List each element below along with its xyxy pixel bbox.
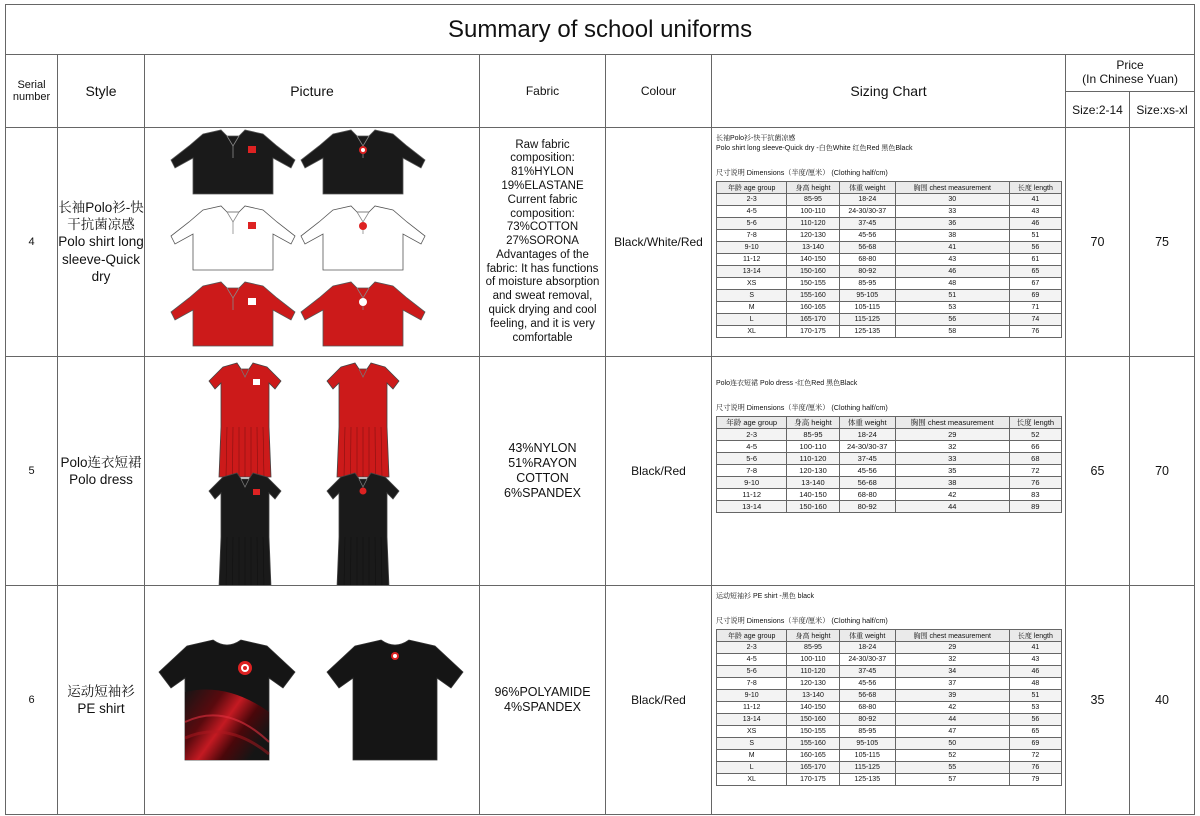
dress-red-front: [209, 363, 281, 477]
size-table-cell: 57: [895, 774, 1009, 786]
size-table-row: [717, 314, 1062, 326]
size-table-row: [717, 774, 1062, 786]
size-table-cell: 120-130: [787, 678, 839, 690]
size-table-cell: 4-5: [717, 441, 787, 453]
size-table-row: [717, 714, 1062, 726]
size-table-cell: 69: [1009, 290, 1061, 302]
header-fabric: Fabric: [480, 55, 606, 128]
price-kids: 70: [1066, 128, 1130, 357]
size-table-cell: 68: [1009, 453, 1061, 465]
size-table-cell: 46: [1009, 666, 1061, 678]
sizing-dimensions: 尺寸说明 Dimensions（半度/厘米） (Clothing half/cm): [716, 616, 888, 625]
price-kids: 35: [1066, 586, 1130, 815]
size-table-cell: 160-165: [787, 302, 839, 314]
size-table-col-header: 体重 weight: [839, 630, 895, 642]
size-table-cell: 150-155: [787, 726, 839, 738]
size-table-cell: 100-110: [787, 206, 839, 218]
size-table-row: [717, 678, 1062, 690]
size-table-cell: 110-120: [787, 666, 839, 678]
size-table-row: [717, 290, 1062, 302]
uniform-summary-table: [5, 4, 1195, 815]
size-table-col-header: 长度 length: [1009, 417, 1061, 429]
size-table-cell: 155-160: [787, 738, 839, 750]
size-table-row: [717, 465, 1062, 477]
size-table-row: [717, 489, 1062, 501]
size-table-cell: 56-68: [839, 242, 895, 254]
size-table-row: [717, 477, 1062, 489]
sizing-dimensions: 尺寸说明 Dimensions（半度/厘米） (Clothing half/cm): [716, 168, 888, 177]
size-table-cell: 165-170: [787, 314, 839, 326]
size-table-cell: 71: [1009, 302, 1061, 314]
size-table-cell: 68-80: [839, 489, 895, 501]
size-table-cell: 13-14: [717, 266, 787, 278]
size-table-cell: 80-92: [839, 501, 895, 513]
size-table-row: [717, 654, 1062, 666]
size-table-cell: 58: [895, 326, 1009, 338]
size-table-cell: 120-130: [787, 465, 839, 477]
size-table-cell: 51: [1009, 230, 1061, 242]
size-table-cell: 37-45: [839, 453, 895, 465]
size-table-cell: 5-6: [717, 453, 787, 465]
sizing-chart: [712, 586, 1066, 815]
size-table-cell: 13-140: [787, 242, 839, 254]
size-table-cell: 13-140: [787, 690, 839, 702]
size-table-cell: 41: [895, 242, 1009, 254]
size-table-cell: 76: [1009, 477, 1061, 489]
size-table-row: [717, 666, 1062, 678]
size-table-cell: 33: [895, 206, 1009, 218]
size-table-cell: 85-95: [787, 642, 839, 654]
price-adult: 70: [1130, 357, 1195, 586]
size-table-col-header: 胸围 chest measurement: [895, 417, 1009, 429]
size-table-cell: 13-14: [717, 501, 787, 513]
size-table-cell: 13-140: [787, 477, 839, 489]
size-table-row: [717, 326, 1062, 338]
header-price: Price (In Chinese Yuan): [1066, 55, 1195, 92]
size-table-cell: 11-12: [717, 702, 787, 714]
size-table-col-header: 长度 length: [1009, 182, 1061, 194]
size-table-cell: 38: [895, 477, 1009, 489]
size-table-row: [717, 266, 1062, 278]
size-table-cell: 170-175: [787, 326, 839, 338]
size-table-cell: 67: [1009, 278, 1061, 290]
size-table-header: [717, 182, 1062, 194]
header-picture: Picture: [145, 55, 480, 128]
size-table-cell: 105-115: [839, 302, 895, 314]
size-table-cell: 5-6: [717, 218, 787, 230]
size-table-cell: 46: [1009, 218, 1061, 230]
size-table-col-header: 年龄 age group: [717, 417, 787, 429]
size-table-col-header: 胸围 chest measurement: [895, 630, 1009, 642]
size-table-cell: 32: [895, 654, 1009, 666]
size-table-cell: 100-110: [787, 441, 839, 453]
size-table-cell: XL: [717, 774, 787, 786]
uniform-row: [6, 128, 1195, 357]
size-table-row: [717, 429, 1062, 441]
size-table-cell: 45-56: [839, 230, 895, 242]
colour-text: Black/Red: [606, 586, 712, 815]
size-table-col-header: 体重 weight: [839, 417, 895, 429]
size-table-cell: 44: [895, 714, 1009, 726]
size-table-row: [717, 194, 1062, 206]
price-kids: 65: [1066, 357, 1130, 586]
size-table-cell: 80-92: [839, 266, 895, 278]
size-table-cell: 2-3: [717, 194, 787, 206]
picture-cell: [145, 128, 480, 357]
size-table-row: [717, 441, 1062, 453]
size-table-cell: 29: [895, 642, 1009, 654]
size-table-cell: 39: [895, 690, 1009, 702]
dress-black-front: [209, 473, 281, 585]
size-table-cell: 85-95: [839, 278, 895, 290]
size-table-cell: 36: [895, 218, 1009, 230]
size-table-cell: 110-120: [787, 453, 839, 465]
page-title: Summary of school uniforms: [6, 5, 1195, 55]
size-table-cell: 7-8: [717, 230, 787, 242]
size-table-cell: 18-24: [839, 429, 895, 441]
picture-cell: [145, 586, 480, 815]
sizing-title: 运动短袖衫 PE shirt -黑色 black: [716, 593, 815, 600]
size-table-cell: 80-92: [839, 714, 895, 726]
size-table-header: [717, 417, 1062, 429]
size-table-cell: 52: [1009, 429, 1061, 441]
size-table-cell: 48: [1009, 678, 1061, 690]
polo-black-back: [301, 130, 425, 194]
sizing-chart: [712, 128, 1066, 357]
size-table-row: [717, 501, 1062, 513]
size-table-cell: 41: [1009, 194, 1061, 206]
dress-black-back: [327, 473, 399, 585]
size-table-cell: 34: [895, 666, 1009, 678]
size-table-row: [717, 206, 1062, 218]
style-name: Polo连衣短裙 Polo dress: [58, 357, 145, 586]
pe-shirt-front: [159, 640, 295, 760]
size-table-cell: 155-160: [787, 290, 839, 302]
size-table-cell: 51: [895, 290, 1009, 302]
dress-red-back: [327, 363, 399, 477]
size-table-row: [717, 242, 1062, 254]
size-table-col-header: 长度 length: [1009, 630, 1061, 642]
fabric-text: Raw fabric composition: 81%HYLON 19%ELASTANE Current fabric composition: 73%COTTON 27%SORONA Advantages of the fabric: It has functions of moisture absorption and sweat removal, quick drying and cool feeling, and it is very comfortable: [480, 128, 606, 357]
size-table-cell: 105-115: [839, 750, 895, 762]
size-table-col-header: 身高 height: [787, 417, 839, 429]
size-table-cell: 61: [1009, 254, 1061, 266]
size-table-cell: 74: [1009, 314, 1061, 326]
size-table-cell: 56-68: [839, 477, 895, 489]
size-table-cell: 150-160: [787, 266, 839, 278]
size-table-cell: S: [717, 738, 787, 750]
size-table-cell: 30: [895, 194, 1009, 206]
size-table-cell: 95-105: [839, 290, 895, 302]
size-table-cell: 65: [1009, 266, 1061, 278]
size-table-cell: 24-30/30-37: [839, 206, 895, 218]
size-table-cell: XL: [717, 326, 787, 338]
size-table: [716, 416, 1062, 513]
size-table-col-header: 年龄 age group: [717, 182, 787, 194]
size-table-cell: 9-10: [717, 477, 787, 489]
size-table-cell: 115-125: [839, 762, 895, 774]
size-table-row: [717, 218, 1062, 230]
header-price-kids: Size:2-14: [1066, 92, 1130, 128]
size-table-cell: 53: [895, 302, 1009, 314]
size-table-cell: 100-110: [787, 654, 839, 666]
header-serial: Serial number: [6, 55, 58, 128]
size-table-col-header: 身高 height: [787, 182, 839, 194]
size-table-row: [717, 750, 1062, 762]
size-table-cell: 9-10: [717, 242, 787, 254]
serial-number: 4: [6, 128, 58, 357]
size-table-cell: 83: [1009, 489, 1061, 501]
polo-white-front: [171, 206, 295, 270]
polo-white-back: [301, 206, 425, 270]
size-table-cell: 85-95: [787, 429, 839, 441]
style-name: 运动短袖衫 PE shirt: [58, 586, 145, 815]
size-table-cell: 56-68: [839, 690, 895, 702]
picture-cell: [145, 357, 480, 586]
size-table-cell: 42: [895, 702, 1009, 714]
size-table-cell: 56: [1009, 242, 1061, 254]
size-table-cell: 4-5: [717, 654, 787, 666]
size-table-cell: 165-170: [787, 762, 839, 774]
serial-number: 5: [6, 357, 58, 586]
header-style: Style: [58, 55, 145, 128]
polo-black-front: [171, 130, 295, 194]
sizing-title: 长袖Polo衫-快干抗菌凉感 Polo shirt long sleeve-Quick dry -白色White 红色Red 黑色Black: [716, 135, 913, 152]
size-table-cell: 37: [895, 678, 1009, 690]
size-table-row: [717, 230, 1062, 242]
size-table-cell: 160-165: [787, 750, 839, 762]
size-table-row: [717, 254, 1062, 266]
size-table-cell: 72: [1009, 750, 1061, 762]
size-table-cell: 18-24: [839, 642, 895, 654]
size-table-cell: 46: [895, 266, 1009, 278]
size-table-cell: 110-120: [787, 218, 839, 230]
fabric-text: 43%NYLON 51%RAYON COTTON 6%SPANDEX: [480, 357, 606, 586]
size-table-cell: 32: [895, 441, 1009, 453]
size-table-row: [717, 738, 1062, 750]
header-price-adult: Size:xs-xl: [1130, 92, 1195, 128]
size-table-cell: 13-14: [717, 714, 787, 726]
size-table-cell: 2-3: [717, 429, 787, 441]
style-name: 长袖Polo衫-快干抗菌凉感 Polo shirt long sleeve-Quick dry: [58, 128, 145, 357]
size-table-cell: 69: [1009, 738, 1061, 750]
size-table-cell: 68-80: [839, 702, 895, 714]
size-table-cell: 37-45: [839, 218, 895, 230]
size-table: [716, 181, 1062, 338]
size-table-cell: 43: [895, 254, 1009, 266]
size-table-col-header: 身高 height: [787, 630, 839, 642]
size-table-cell: 44: [895, 501, 1009, 513]
size-table-cell: 24-30/30-37: [839, 654, 895, 666]
size-table-cell: 68-80: [839, 254, 895, 266]
size-table-cell: 72: [1009, 465, 1061, 477]
size-table-cell: 42: [895, 489, 1009, 501]
size-table-cell: 52: [895, 750, 1009, 762]
size-table-row: [717, 453, 1062, 465]
size-table-cell: 5-6: [717, 666, 787, 678]
size-table-cell: 43: [1009, 654, 1061, 666]
size-table-cell: 2-3: [717, 642, 787, 654]
size-table-cell: 38: [895, 230, 1009, 242]
size-table-cell: 11-12: [717, 489, 787, 501]
size-table-cell: 125-135: [839, 326, 895, 338]
size-table-col-header: 体重 weight: [839, 182, 895, 194]
size-table-cell: L: [717, 314, 787, 326]
size-table-cell: 55: [895, 762, 1009, 774]
size-table-cell: 150-160: [787, 501, 839, 513]
size-table-cell: 33: [895, 453, 1009, 465]
size-table-cell: 24-30/30-37: [839, 441, 895, 453]
size-table-cell: 51: [1009, 690, 1061, 702]
size-table-cell: XS: [717, 726, 787, 738]
size-table-cell: 79: [1009, 774, 1061, 786]
size-table-cell: 65: [1009, 726, 1061, 738]
pe-shirt-image: [145, 586, 480, 814]
size-table-cell: XS: [717, 278, 787, 290]
size-table-cell: M: [717, 750, 787, 762]
serial-number: 6: [6, 586, 58, 815]
size-table-cell: 7-8: [717, 465, 787, 477]
size-table-cell: 35: [895, 465, 1009, 477]
size-table-cell: 85-95: [839, 726, 895, 738]
size-table-row: [717, 278, 1062, 290]
size-table-cell: 41: [1009, 642, 1061, 654]
size-table-cell: 45-56: [839, 465, 895, 477]
size-table-cell: 89: [1009, 501, 1061, 513]
size-table-cell: 95-105: [839, 738, 895, 750]
size-table-cell: 120-130: [787, 230, 839, 242]
size-table-cell: 50: [895, 738, 1009, 750]
size-table-cell: M: [717, 302, 787, 314]
size-table-cell: 76: [1009, 326, 1061, 338]
size-table-cell: 66: [1009, 441, 1061, 453]
colour-text: Black/Red: [606, 357, 712, 586]
sizing-chart: [712, 357, 1066, 586]
price-adult: 75: [1130, 128, 1195, 357]
size-table-cell: 47: [895, 726, 1009, 738]
size-table-row: [717, 726, 1062, 738]
size-table-row: [717, 642, 1062, 654]
size-table-cell: 140-150: [787, 489, 839, 501]
long-sleeve-polo-image: [145, 128, 480, 356]
size-table-cell: 150-160: [787, 714, 839, 726]
size-table-col-header: 年龄 age group: [717, 630, 787, 642]
size-table-cell: 56: [1009, 714, 1061, 726]
size-table-cell: 85-95: [787, 194, 839, 206]
size-table-cell: 170-175: [787, 774, 839, 786]
size-table-cell: 7-8: [717, 678, 787, 690]
size-table-row: [717, 690, 1062, 702]
size-table-cell: L: [717, 762, 787, 774]
colour-text: Black/White/Red: [606, 128, 712, 357]
size-table-cell: 140-150: [787, 702, 839, 714]
sizing-dimensions: 尺寸说明 Dimensions（半度/厘米） (Clothing half/cm): [716, 403, 888, 412]
uniform-row: [6, 586, 1195, 815]
size-table: [716, 629, 1062, 786]
polo-red-front: [171, 282, 295, 346]
size-table-cell: 115-125: [839, 314, 895, 326]
size-table-col-header: 胸围 chest measurement: [895, 182, 1009, 194]
header-colour: Colour: [606, 55, 712, 128]
fabric-text: 96%POLYAMIDE 4%SPANDEX: [480, 586, 606, 815]
size-table-cell: 53: [1009, 702, 1061, 714]
size-table-cell: 56: [895, 314, 1009, 326]
size-table-cell: 45-56: [839, 678, 895, 690]
size-table-row: [717, 762, 1062, 774]
size-table-row: [717, 702, 1062, 714]
size-table-cell: 150-155: [787, 278, 839, 290]
size-table-cell: 125-135: [839, 774, 895, 786]
polo-red-back: [301, 282, 425, 346]
header-sizing-chart: Sizing Chart: [712, 55, 1066, 128]
pe-shirt-back: [327, 640, 463, 760]
size-table-cell: 29: [895, 429, 1009, 441]
size-table-cell: 18-24: [839, 194, 895, 206]
size-table-cell: S: [717, 290, 787, 302]
size-table-header: [717, 630, 1062, 642]
size-table-cell: 4-5: [717, 206, 787, 218]
uniform-row: [6, 357, 1195, 586]
size-table-cell: 37-45: [839, 666, 895, 678]
size-table-cell: 140-150: [787, 254, 839, 266]
sizing-title: Polo连衣短裙 Polo dress -红色Red 黑色Black: [716, 380, 858, 387]
size-table-cell: 48: [895, 278, 1009, 290]
size-table-row: [717, 302, 1062, 314]
size-table-cell: 43: [1009, 206, 1061, 218]
size-table-cell: 11-12: [717, 254, 787, 266]
size-table-cell: 9-10: [717, 690, 787, 702]
price-adult: 40: [1130, 586, 1195, 815]
size-table-cell: 76: [1009, 762, 1061, 774]
polo-dress-image: [145, 357, 480, 585]
